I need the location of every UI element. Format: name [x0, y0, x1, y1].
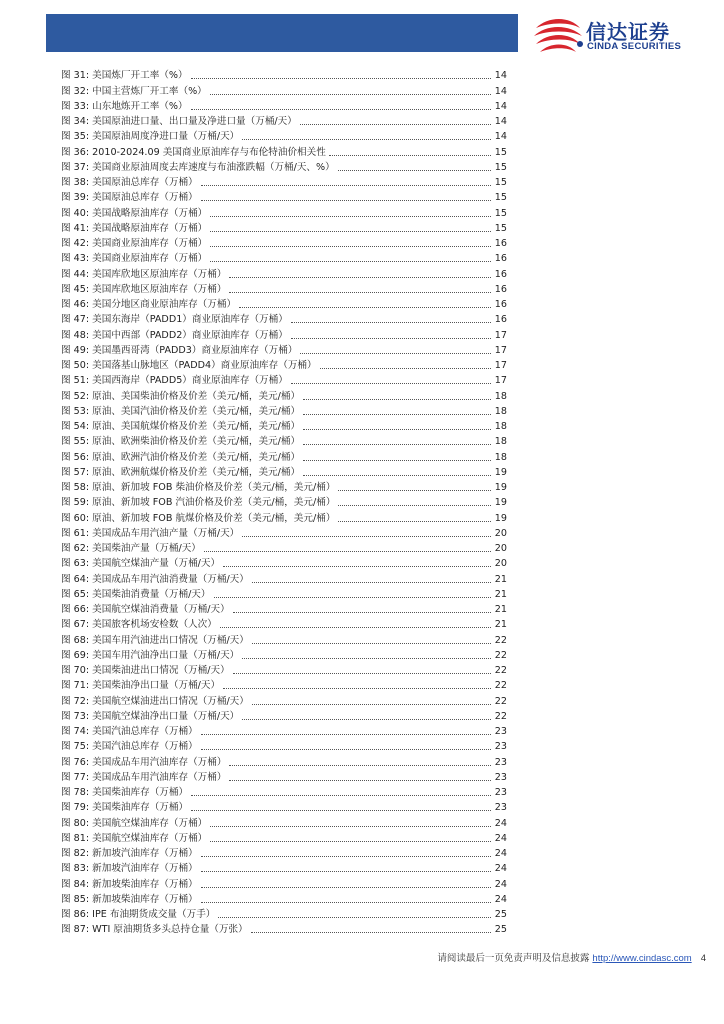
- toc-entry-label: 图 75: 美国汽油总库存（万桶）: [61, 741, 198, 753]
- toc-entry-label: 图 66: 美国航空煤油消费量（万桶/天）: [61, 604, 230, 615]
- toc-entry-page: 18: [494, 451, 507, 463]
- toc-entry-page: 20: [494, 558, 507, 570]
- toc-entry[interactable]: [61, 738, 507, 753]
- toc-entry-page: 18: [494, 421, 507, 432]
- toc-entry-label: 图 67: 美国旅客机场安检数（人次）: [61, 619, 217, 631]
- toc-entry[interactable]: [61, 128, 507, 143]
- toc-entry[interactable]: [61, 860, 507, 875]
- toc-entry[interactable]: [61, 159, 507, 174]
- toc-entry-label: 图 84: 新加坡柴油库存（万桶）: [61, 878, 198, 890]
- toc-entry-page: 23: [494, 802, 507, 814]
- dot-leader: [303, 460, 491, 461]
- toc-entry-label: 图 51: 美国西海岸（PADD5）商业原油库存（万桶）: [61, 375, 288, 387]
- toc-entry-label: 图 64: 美国成品车用汽油消费量（万桶/天）: [61, 573, 249, 585]
- toc-entry[interactable]: [61, 387, 507, 402]
- toc-entry-label: 图 40: 美国战略原油库存（万桶）: [61, 207, 208, 219]
- header-bar: [46, 14, 518, 52]
- page-number: 4: [700, 953, 706, 964]
- toc-entry-label: 图 87: WTI 原油期货多头总持仓量（万张）: [61, 924, 248, 936]
- toc-entry-page: 20: [494, 527, 507, 539]
- toc-entry-label: 图 32: 中国主营炼厂开工率（%）: [61, 85, 207, 97]
- toc-entry-page: 22: [494, 634, 507, 646]
- dot-leader: [300, 124, 491, 125]
- toc-entry[interactable]: [61, 540, 507, 555]
- toc-entry-page: 23: [494, 756, 507, 768]
- toc-entry-label: 图 72: 美国航空煤油进出口情况（万桶/天）: [61, 695, 249, 707]
- dot-leader: [210, 231, 491, 232]
- toc-entry-label: 图 73: 美国航空煤油净出口量（万桶/天）: [61, 710, 240, 722]
- toc-entry[interactable]: [61, 281, 507, 296]
- dot-leader: [223, 566, 491, 567]
- toc-entry-page: 15: [494, 177, 507, 188]
- dot-leader: [320, 368, 491, 369]
- toc-entry-label: 图 79: 美国柴油库存（万桶）: [61, 802, 189, 814]
- toc-entry-label: 图 78: 美国柴油库存（万桶）: [61, 787, 189, 798]
- dot-leader: [201, 734, 491, 735]
- toc-entry[interactable]: [61, 418, 507, 433]
- toc-entry-label: 图 82: 新加坡汽油库存（万桶）: [61, 848, 198, 859]
- toc-entry[interactable]: [61, 586, 507, 601]
- toc-entry-page: 16: [494, 253, 507, 265]
- toc-entry-label: 图 44: 美国库欣地区原油库存（万桶）: [61, 268, 227, 280]
- website-link[interactable]: http://www.cindasc.com: [592, 953, 692, 964]
- dot-leader: [239, 307, 491, 308]
- toc-entry[interactable]: [61, 799, 507, 814]
- toc-entry[interactable]: [61, 647, 507, 662]
- toc-entry-page: 18: [494, 436, 507, 448]
- toc-entry[interactable]: [61, 464, 507, 479]
- toc-entry-page: 15: [494, 192, 507, 204]
- toc-entry-page: 23: [494, 726, 507, 737]
- dot-leader: [191, 109, 491, 110]
- dot-leader: [214, 597, 492, 598]
- dot-leader: [204, 551, 491, 552]
- toc-entry-label: 图 65: 美国柴油消费量（万桶/天）: [61, 588, 211, 600]
- toc-entry-page: 24: [494, 832, 507, 844]
- toc-entry-page: 22: [494, 649, 507, 661]
- toc-entry-page: 24: [494, 848, 507, 859]
- toc-entry[interactable]: [61, 906, 507, 921]
- dot-leader: [201, 200, 491, 201]
- disclaimer-notice: 请阅读最后一页免责声明及信息披露: [437, 953, 590, 964]
- toc-entry-label: 图 35: 美国原油周度净进口量（万桶/天）: [61, 131, 240, 143]
- toc-entry-label: 图 52: 原油、美国柴油价格及价差（美元/桶，美元/桶）: [61, 390, 301, 402]
- toc-entry-page: 24: [494, 863, 507, 875]
- toc-entry-page: 25: [494, 924, 507, 936]
- toc-entry[interactable]: [61, 830, 507, 845]
- dot-leader: [338, 505, 491, 506]
- toc-entry[interactable]: [61, 601, 507, 616]
- dot-leader: [210, 216, 491, 217]
- toc-entry-label: 图 85: 新加坡柴油库存（万桶）: [61, 893, 198, 905]
- dot-leader: [242, 658, 491, 659]
- toc-entry-page: 14: [494, 100, 507, 112]
- toc-entry-label: 图 59: 原油、新加坡 FOB 汽油价格及价差（美元/桶，美元/桶）: [61, 497, 336, 509]
- toc-entry[interactable]: [61, 631, 507, 646]
- dot-leader: [338, 490, 491, 491]
- dot-leader: [300, 353, 491, 354]
- toc-entry[interactable]: [61, 753, 507, 768]
- dot-leader: [201, 856, 491, 857]
- toc-entry[interactable]: [61, 845, 507, 860]
- dot-leader: [191, 810, 491, 811]
- dot-leader: [201, 871, 491, 872]
- toc-entry-page: 24: [494, 878, 507, 890]
- toc-entry-label: 图 58: 原油、新加坡 FOB 柴油价格及价差（美元/桶，美元/桶）: [61, 482, 336, 493]
- dot-leader: [223, 688, 491, 689]
- dot-leader: [210, 246, 491, 247]
- toc-entry-page: 23: [494, 771, 507, 783]
- toc-entry-page: 21: [494, 588, 507, 600]
- dot-leader: [303, 475, 491, 476]
- toc-entry[interactable]: [61, 250, 507, 265]
- toc-entry-page: 15: [494, 207, 507, 219]
- dot-leader: [303, 429, 491, 430]
- dot-leader: [210, 841, 491, 842]
- toc-entry[interactable]: [61, 677, 507, 692]
- toc-entry[interactable]: [61, 433, 507, 448]
- toc-entry[interactable]: [61, 204, 507, 219]
- toc-entry-label: 图 57: 原油、欧洲航煤价格及价差（美元/桶，美元/桶）: [61, 466, 301, 478]
- toc-entry[interactable]: [61, 723, 507, 738]
- dot-leader: [220, 627, 491, 628]
- toc-entry-label: 图 55: 原油、欧洲柴油价格及价差（美元/桶，美元/桶）: [61, 436, 301, 448]
- toc-entry-page: 16: [494, 268, 507, 280]
- toc-entry[interactable]: [61, 509, 507, 524]
- toc-entry[interactable]: [61, 143, 507, 158]
- toc-entry[interactable]: [61, 891, 507, 906]
- dot-leader: [210, 94, 491, 95]
- dot-leader: [338, 170, 491, 171]
- dot-leader: [252, 582, 491, 583]
- toc-entry-page: 25: [494, 909, 507, 920]
- page-footer: [437, 950, 706, 964]
- cinda-emblem-icon: [530, 14, 586, 58]
- toc-entry-page: 23: [494, 741, 507, 753]
- toc-entry-label: 图 86: IPE 布油期货成交量（万手）: [61, 909, 216, 920]
- toc-entry-page: 19: [494, 466, 507, 478]
- toc-entry[interactable]: [61, 494, 507, 509]
- toc-entry[interactable]: [61, 311, 507, 326]
- toc-entry-label: 图 53: 原油、美国汽油价格及价差（美元/桶，美元/桶）: [61, 405, 301, 417]
- toc-entry-label: 图 83: 新加坡汽油库存（万桶）: [61, 863, 198, 875]
- dot-leader: [233, 612, 491, 613]
- toc-entry[interactable]: [61, 235, 507, 250]
- toc-entry-page: 20: [494, 543, 507, 554]
- toc-entry-label: 图 56: 原油、欧洲汽油价格及价差（美元/桶，美元/桶）: [61, 451, 301, 463]
- toc-entry-label: 图 69: 美国车用汽油净出口量（万桶/天）: [61, 649, 240, 661]
- toc-entry-label: 图 46: 美国分地区商业原油库存（万桶）: [61, 299, 237, 310]
- dot-leader: [242, 719, 491, 720]
- toc-entry[interactable]: [61, 342, 507, 357]
- toc-entry[interactable]: [61, 98, 507, 113]
- toc-entry-page: 18: [494, 405, 507, 417]
- dot-leader: [252, 704, 491, 705]
- toc-entry[interactable]: [61, 67, 507, 82]
- dot-leader: [252, 643, 491, 644]
- dot-leader: [291, 322, 491, 323]
- toc-entry-page: 14: [494, 116, 507, 127]
- toc-entry-label: 图 60: 原油、新加坡 FOB 航煤价格及价差（美元/桶，美元/桶）: [61, 512, 336, 524]
- dot-leader: [201, 185, 491, 186]
- toc-entry-label: 图 70: 美国柴油进出口情况（万桶/天）: [61, 665, 230, 676]
- toc-entry-page: 16: [494, 238, 507, 249]
- toc-entry-label: 图 49: 美国墨西哥湾（PADD3）商业原油库存（万桶）: [61, 344, 298, 356]
- toc-entry-page: 18: [494, 390, 507, 402]
- figure-index-list: [61, 67, 507, 936]
- toc-entry-page: 14: [494, 131, 507, 143]
- dot-leader: [242, 139, 491, 140]
- toc-entry[interactable]: [61, 479, 507, 494]
- toc-entry-label: 图 74: 美国汽油总库存（万桶）: [61, 726, 198, 737]
- toc-entry-label: 图 41: 美国战略原油库存（万桶）: [61, 222, 208, 234]
- dot-leader: [229, 277, 491, 278]
- toc-entry-label: 图 33: 山东地炼开工率（%）: [61, 100, 188, 112]
- dot-leader: [229, 780, 491, 781]
- toc-entry[interactable]: [61, 525, 507, 540]
- toc-entry[interactable]: [61, 616, 507, 631]
- toc-entry-page: 24: [494, 817, 507, 829]
- toc-entry-label: 图 62: 美国柴油产量（万桶/天）: [61, 543, 201, 554]
- toc-entry-page: 21: [494, 619, 507, 631]
- toc-entry[interactable]: [61, 784, 507, 799]
- toc-entry-page: 14: [494, 85, 507, 97]
- toc-entry-label: 图 61: 美国成品车用汽油产量（万桶/天）: [61, 527, 240, 539]
- dot-leader: [210, 826, 491, 827]
- toc-entry-label: 图 43: 美国商业原油库存（万桶）: [61, 253, 208, 265]
- dot-leader: [233, 673, 491, 674]
- toc-entry-label: 图 47: 美国东海岸（PADD1）商业原油库存（万桶）: [61, 314, 288, 326]
- toc-entry-label: 图 48: 美国中西部（PADD2）商业原油库存（万桶）: [61, 329, 288, 341]
- toc-entry-page: 17: [494, 360, 507, 371]
- toc-entry-page: 22: [494, 695, 507, 707]
- toc-entry-page: 19: [494, 482, 507, 493]
- toc-entry[interactable]: [61, 357, 507, 372]
- toc-entry[interactable]: [61, 265, 507, 280]
- toc-entry-page: 22: [494, 680, 507, 692]
- dot-leader: [210, 261, 491, 262]
- toc-entry-label: 图 71: 美国柴油净出口量（万桶/天）: [61, 680, 221, 692]
- toc-entry[interactable]: [61, 403, 507, 418]
- toc-entry-page: 21: [494, 604, 507, 615]
- toc-entry-label: 图 42: 美国商业原油库存（万桶）: [61, 238, 208, 249]
- toc-entry-label: 图 39: 美国原油总库存（万桶）: [61, 192, 198, 204]
- toc-entry[interactable]: [61, 708, 507, 723]
- toc-entry[interactable]: [61, 814, 507, 829]
- toc-entry-label: 图 37: 美国商业原油周度去库速度与布油涨跌幅（万桶/天、%）: [61, 161, 335, 173]
- toc-entry[interactable]: [61, 921, 507, 936]
- toc-entry-page: 15: [494, 146, 507, 158]
- dot-leader: [229, 765, 491, 766]
- toc-entry-label: 图 80: 美国航空煤油库存（万桶）: [61, 817, 208, 829]
- toc-entry-label: 图 31: 美国炼厂开工率（%）: [61, 70, 188, 82]
- brand-name-en: CINDA SECURITIES: [587, 41, 682, 52]
- toc-entry-page: 14: [494, 70, 507, 82]
- dot-leader: [329, 155, 491, 156]
- toc-entry[interactable]: [61, 769, 507, 784]
- toc-entry-page: 17: [494, 329, 507, 341]
- toc-entry[interactable]: [61, 189, 507, 204]
- toc-entry-label: 图 50: 美国落基山脉地区（PADD4）商业原油库存（万桶）: [61, 360, 317, 371]
- dot-leader: [201, 749, 491, 750]
- dot-leader: [291, 383, 491, 384]
- toc-entry-label: 图 45: 美国库欣地区原油库存（万桶）: [61, 283, 227, 295]
- toc-entry-page: 15: [494, 161, 507, 173]
- toc-entry-page: 24: [494, 893, 507, 905]
- toc-entry-page: 23: [494, 787, 507, 798]
- dot-leader: [251, 932, 491, 933]
- toc-entry[interactable]: [61, 326, 507, 341]
- toc-entry[interactable]: [61, 372, 507, 387]
- dot-leader: [229, 292, 491, 293]
- toc-entry[interactable]: [61, 570, 507, 585]
- toc-entry-label: 图 34: 美国原油进口量、出口量及净进口量（万桶/天）: [61, 116, 297, 127]
- toc-entry[interactable]: [61, 448, 507, 463]
- dot-leader: [201, 902, 491, 903]
- toc-entry-page: 21: [494, 573, 507, 585]
- dot-leader: [338, 521, 491, 522]
- toc-entry[interactable]: [61, 113, 507, 128]
- toc-entry-page: 17: [494, 375, 507, 387]
- toc-entry[interactable]: [61, 220, 507, 235]
- toc-entry-page: 16: [494, 299, 507, 310]
- toc-entry-label: 图 77: 美国成品车用汽油库存（万桶）: [61, 771, 227, 783]
- toc-entry-label: 图 81: 美国航空煤油库存（万桶）: [61, 832, 208, 844]
- toc-entry[interactable]: [61, 174, 507, 189]
- toc-entry-page: 17: [494, 344, 507, 356]
- toc-entry-label: 图 68: 美国车用汽油进出口情况（万桶/天）: [61, 634, 249, 646]
- toc-entry[interactable]: [61, 662, 507, 677]
- toc-entry-page: 22: [494, 710, 507, 722]
- dot-leader: [191, 78, 491, 79]
- dot-leader: [218, 917, 491, 918]
- toc-entry[interactable]: [61, 296, 507, 311]
- dot-leader: [201, 887, 491, 888]
- toc-entry-page: 15: [494, 222, 507, 234]
- toc-entry[interactable]: [61, 82, 507, 97]
- dot-leader: [303, 444, 491, 445]
- toc-entry[interactable]: [61, 692, 507, 707]
- toc-entry-label: 图 76: 美国成品车用汽油库存（万桶）: [61, 756, 227, 768]
- cinda-logo: [530, 14, 705, 58]
- toc-entry-label: 图 54: 原油、美国航煤价格及价差（美元/桶，美元/桶）: [61, 421, 301, 432]
- toc-entry-page: 19: [494, 497, 507, 509]
- toc-entry-page: 16: [494, 314, 507, 326]
- toc-entry-page: 22: [494, 665, 507, 676]
- toc-entry-label: 图 36: 2010-2024.09 美国商业原油库存与布伦特油价相关性: [61, 146, 326, 158]
- dot-leader: [242, 536, 491, 537]
- dot-leader: [291, 338, 491, 339]
- dot-leader: [191, 795, 491, 796]
- dot-leader: [303, 414, 491, 415]
- toc-entry-label: 图 63: 美国航空煤油产量（万桶/天）: [61, 558, 221, 570]
- brand-name-cn: 信达证券: [586, 20, 670, 44]
- toc-entry[interactable]: [61, 555, 507, 570]
- toc-entry[interactable]: [61, 875, 507, 890]
- dot-leader: [303, 399, 491, 400]
- toc-entry-page: 16: [494, 283, 507, 295]
- toc-entry-page: 19: [494, 512, 507, 524]
- toc-entry-label: 图 38: 美国原油总库存（万桶）: [61, 177, 198, 188]
